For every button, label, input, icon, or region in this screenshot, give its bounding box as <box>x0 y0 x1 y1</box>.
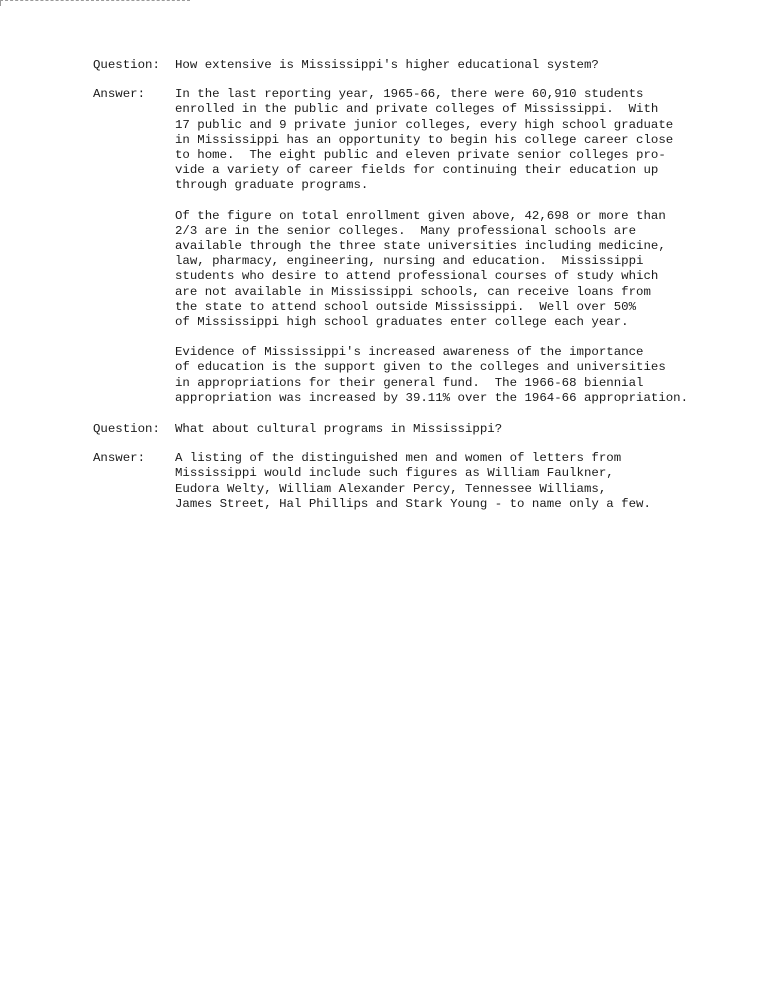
answer-paragraph: Evidence of Mississippi's increased awareness of the importance of education is the support given to the colleges and universities in appropriations for their general fund. The 1966-68 biennial appropriation was increased by 39.11% over the 1964-66 appropriation. <box>175 345 689 405</box>
answer-paragraph: In the last reporting year, 1965-66, there were 60,910 students enrolled in the public and private colleges of Mississippi. With 17 public and 9 private junior colleges, every high school graduate in Mississippi has an opportunity to begin his college career close to home. The eight public and eleven private senior colleges pro- vide a variety of career fields for continuing their education up through graduate programs. <box>175 87 674 193</box>
question-block-1 <box>93 58 713 73</box>
answer-label: Answer: <box>93 451 146 466</box>
document-page <box>93 58 713 512</box>
question-text: How extensive is Mississippi's higher educational system? <box>175 58 599 72</box>
page-corner-mark <box>0 0 1 6</box>
answer-block-1 <box>93 87 713 406</box>
question-block-2 <box>93 422 713 437</box>
question-text: What about cultural programs in Mississippi? <box>175 422 503 437</box>
page-edge-rule <box>0 0 190 1</box>
question-label: Question: <box>93 422 160 437</box>
answer-paragraph: Of the figure on total enrollment given above, 42,698 or more than 2/3 are in the senior colleges. Many professional schools are available through the three state universities including medicine, law, pharmacy, engineering, nursing and education. Mississippi students who desire to attend professional courses of study which are not available in Mississippi schools, can receive loans from the state to attend school outside Mississippi. Well over 50% of Mississippi high school graduates enter college each year. <box>175 208 666 330</box>
answer-label: Answer: <box>93 87 146 102</box>
answer-block-2 <box>93 451 713 512</box>
answer-paragraph: A listing of the distinguished men and women of letters from Mississippi would include such figures as William Faulkner, Eudora Welty, William Alexander Percy, Tennessee Williams, James Street, Hal Phillips and Stark Young - to name only a few. <box>175 451 651 511</box>
question-label: Question: <box>93 58 160 72</box>
